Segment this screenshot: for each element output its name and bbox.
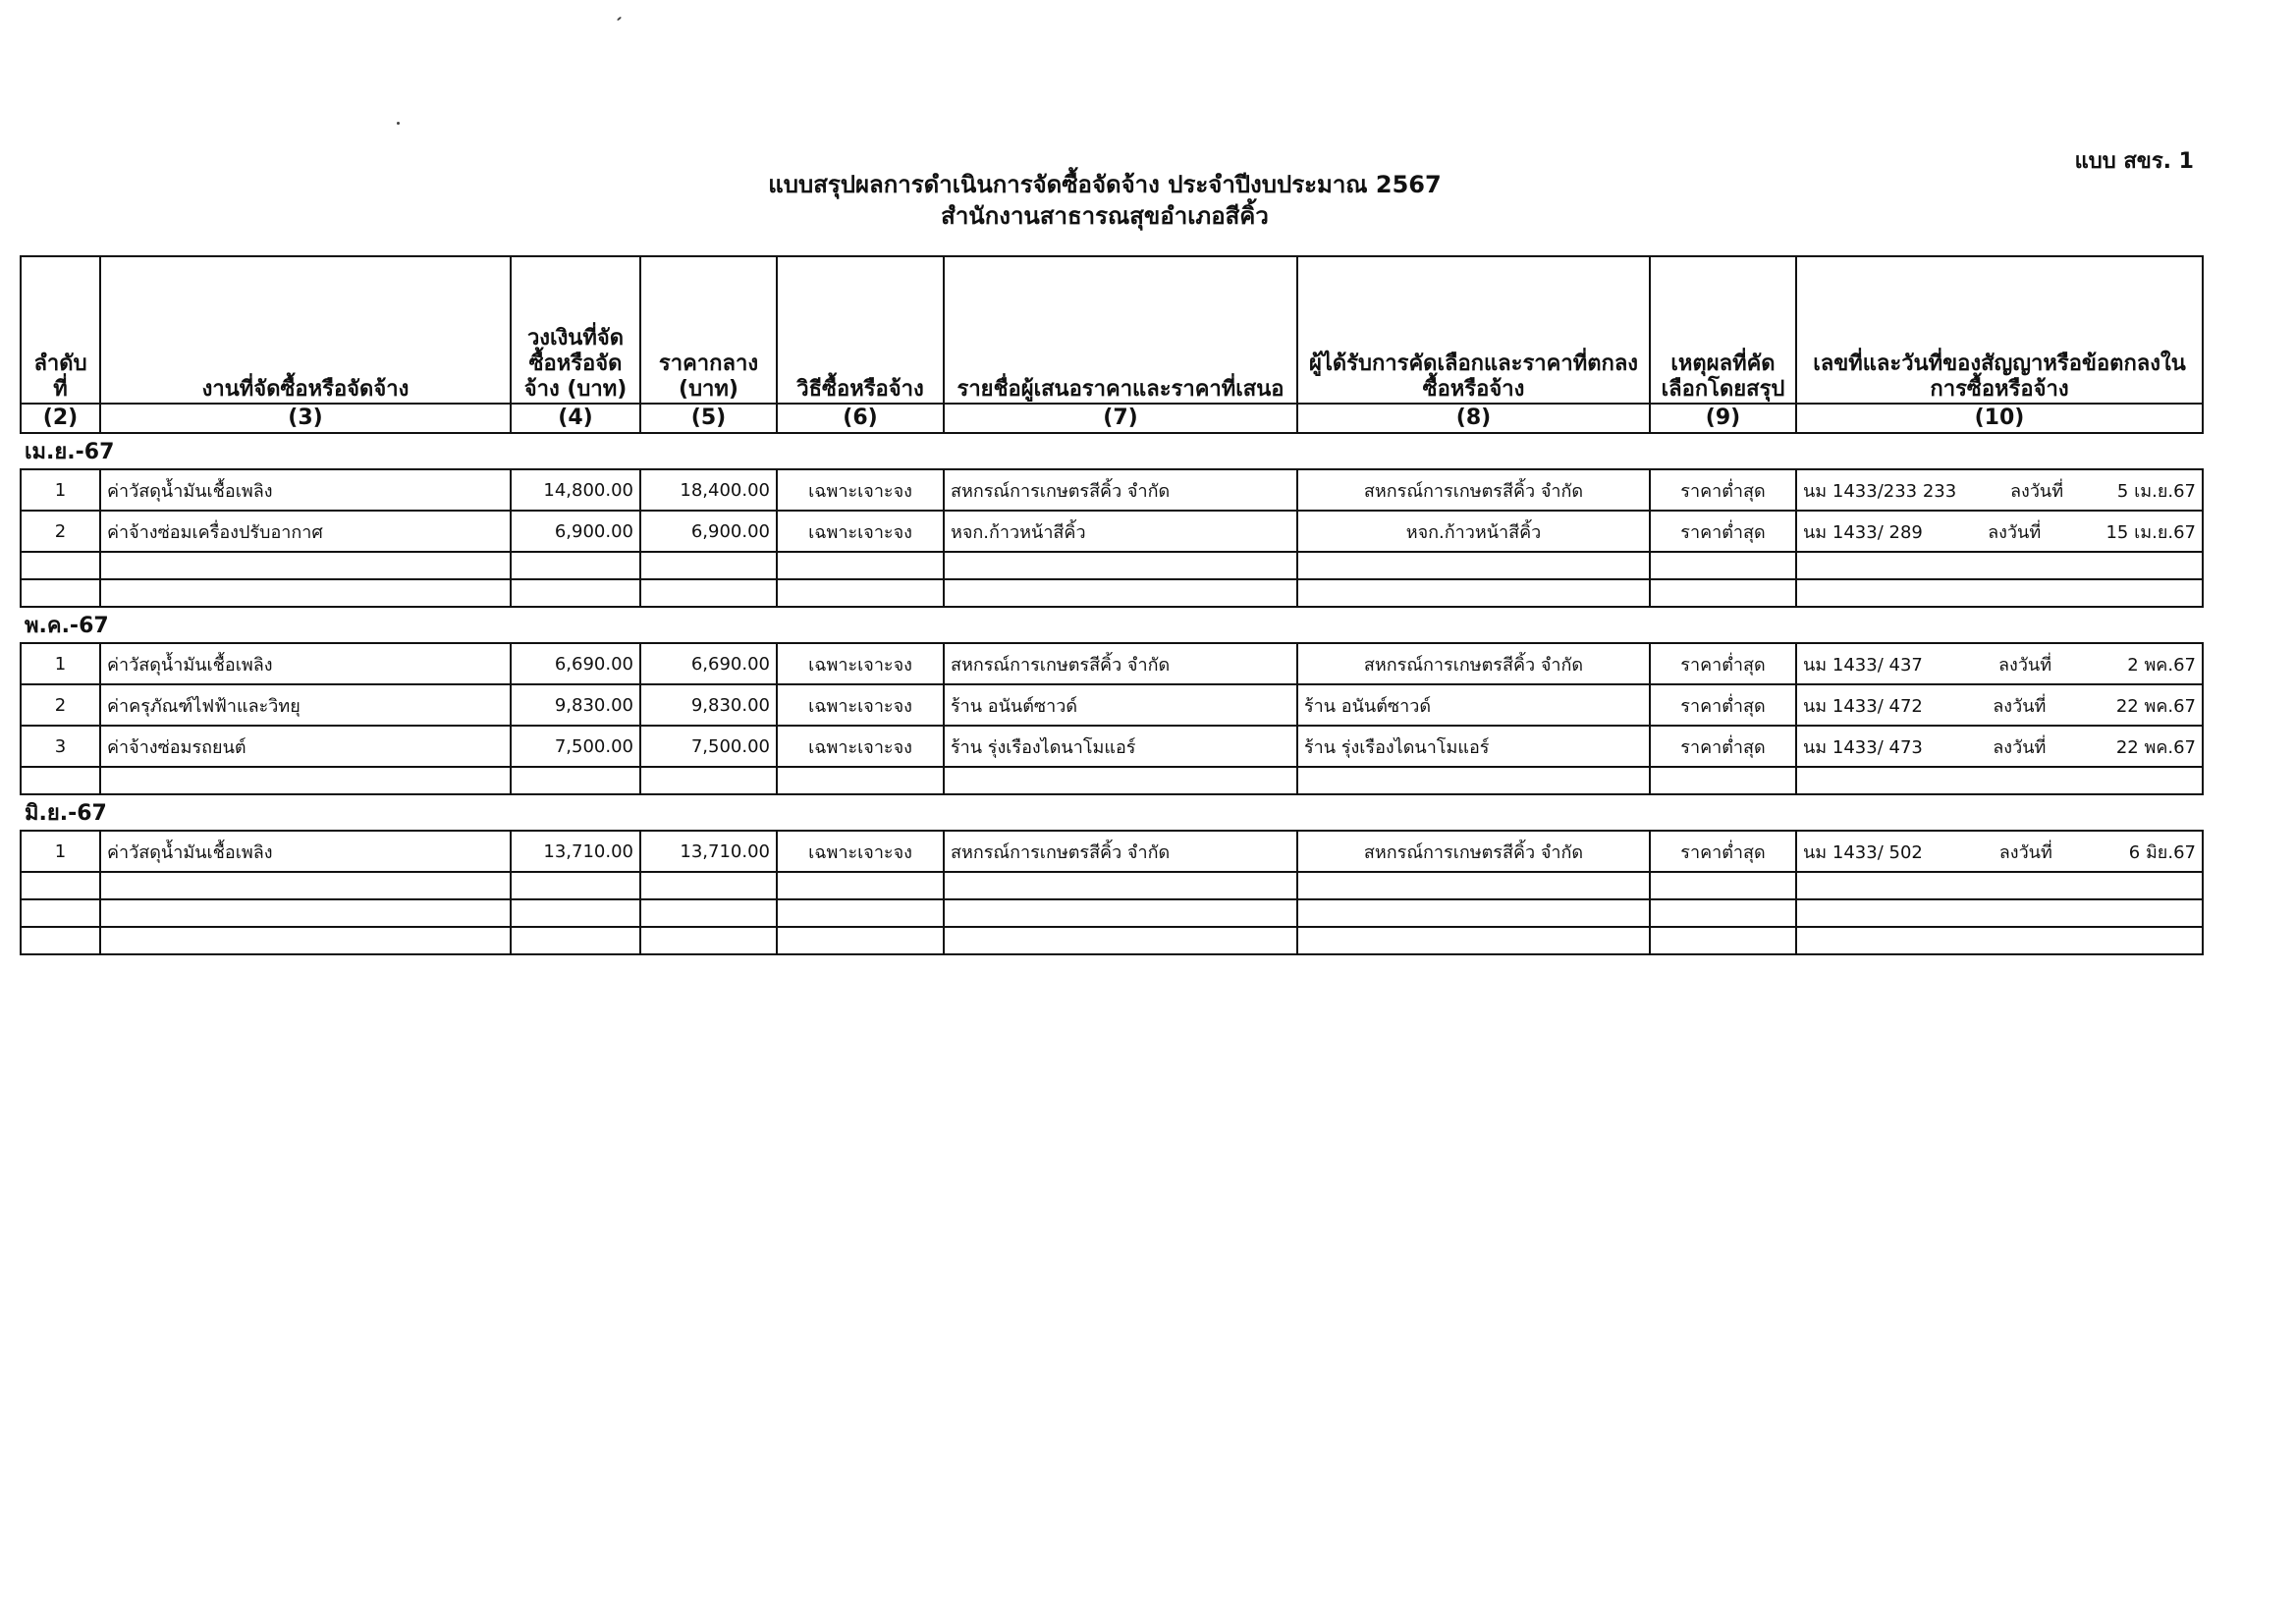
cell-contract [1796, 511, 2203, 552]
column-number: (2) [21, 404, 100, 433]
cell-reason: ราคาต่ำสุด [1650, 726, 1796, 767]
cell-winner: สหกรณ์การเกษตรสีคิ้ว จำกัด [1297, 643, 1650, 684]
contract-date: 6 มิย.67 [2128, 841, 2196, 863]
table-row [21, 469, 2203, 511]
month-section-row [21, 794, 2203, 831]
cell-median-price: 7,500.00 [640, 726, 777, 767]
cell-winner: หจก.ก้าวหน้าสีคิ้ว [1297, 511, 1650, 552]
table-row [21, 726, 2203, 767]
cell-budget: 6,900.00 [511, 511, 640, 552]
contract-no: นม 1433/ 502 [1803, 841, 1923, 863]
cell-no: 1 [21, 831, 100, 872]
contract-date: 2 พค.67 [2127, 654, 2196, 676]
cell-item: ค่าวัสดุน้ำมันเชื้อเพลิง [100, 831, 511, 872]
cell-contract [1796, 643, 2203, 684]
month-section-row [21, 607, 2203, 643]
cell-reason: ราคาต่ำสุด [1650, 469, 1796, 511]
cell-bidder: ร้าน อนันต์ซาวด์ [944, 684, 1297, 726]
cell-reason: ราคาต่ำสุด [1650, 643, 1796, 684]
cell-method: เฉพาะเจาะจง [777, 469, 944, 511]
table-row [21, 643, 2203, 684]
procurement-table [20, 255, 2204, 955]
cell-bidder: หจก.ก้าวหน้าสีคิ้ว [944, 511, 1297, 552]
cell-contract [1796, 831, 2203, 872]
header-median-price: ราคากลาง (บาท) [640, 256, 777, 404]
cell-item: ค่าจ้างซ่อมรถยนต์ [100, 726, 511, 767]
table-row [21, 511, 2203, 552]
cell-no: 1 [21, 643, 100, 684]
form-code: แบบ สขร. 1 [2074, 149, 2194, 174]
cell-bidder: สหกรณ์การเกษตรสีคิ้ว จำกัด [944, 643, 1297, 684]
column-number: (8) [1297, 404, 1650, 433]
cell-contract [1796, 726, 2203, 767]
empty-row [21, 927, 2203, 954]
cell-winner: สหกรณ์การเกษตรสีคิ้ว จำกัด [1297, 469, 1650, 511]
cell-item: ค่าวัสดุน้ำมันเชื้อเพลิง [100, 469, 511, 511]
column-number: (10) [1796, 404, 2203, 433]
cell-no: 1 [21, 469, 100, 511]
empty-row [21, 552, 2203, 579]
title-line-1: แบบสรุปผลการดำเนินการจัดซื้อจัดจ้าง ประจำปีงบประมาณ 2567 [768, 171, 1442, 198]
cell-bidder: ร้าน รุ่งเรืองไดนาโมแอร์ [944, 726, 1297, 767]
cell-reason: ราคาต่ำสุด [1650, 831, 1796, 872]
cell-bidder: สหกรณ์การเกษตรสีคิ้ว จำกัด [944, 831, 1297, 872]
cell-no: 2 [21, 511, 100, 552]
month-label: เม.ย.-67 [21, 433, 2203, 469]
header-winner: ผู้ได้รับการคัดเลือกและราคาที่ตกลงซื้อหรือจ้าง [1297, 256, 1650, 404]
month-label: มิ.ย.-67 [21, 794, 2203, 831]
cell-winner: สหกรณ์การเกษตรสีคิ้ว จำกัด [1297, 831, 1650, 872]
cell-median-price: 6,690.00 [640, 643, 777, 684]
cell-budget: 6,690.00 [511, 643, 640, 684]
header-item: งานที่จัดซื้อหรือจัดจ้าง [100, 256, 511, 404]
scan-mark [397, 122, 400, 125]
cell-bidder: สหกรณ์การเกษตรสีคิ้ว จำกัด [944, 469, 1297, 511]
empty-row [21, 579, 2203, 607]
table-row [21, 831, 2203, 872]
cell-item: ค่าจ้างซ่อมเครื่องปรับอากาศ [100, 511, 511, 552]
contract-date: 5 เม.ย.67 [2116, 480, 2196, 502]
cell-reason: ราคาต่ำสุด [1650, 684, 1796, 726]
header-reason: เหตุผลที่คัดเลือกโดยสรุป [1650, 256, 1796, 404]
empty-row [21, 872, 2203, 899]
cell-median-price: 6,900.00 [640, 511, 777, 552]
cell-method: เฉพาะเจาะจง [777, 831, 944, 872]
month-label: พ.ค.-67 [21, 607, 2203, 643]
cell-method: เฉพาะเจาะจง [777, 684, 944, 726]
cell-budget: 9,830.00 [511, 684, 640, 726]
date-label: ลงวันที่ [1988, 521, 2042, 543]
title-line-2: สำนักงานสาธารณสุขอำเภอสีคิ้ว [941, 202, 1269, 230]
cell-winner: ร้าน อนันต์ซาวด์ [1297, 684, 1650, 726]
cell-median-price: 9,830.00 [640, 684, 777, 726]
cell-median-price: 13,710.00 [640, 831, 777, 872]
cell-median-price: 18,400.00 [640, 469, 777, 511]
header-contract: เลขที่และวันที่ของสัญญาหรือข้อตกลงในการซื้อหรือจ้าง [1796, 256, 2203, 404]
column-number: (9) [1650, 404, 1796, 433]
scan-mark [617, 17, 622, 22]
contract-no: นม 1433/ 473 [1803, 736, 1923, 758]
cell-method: เฉพาะเจาะจง [777, 643, 944, 684]
date-label: ลงวันที่ [1998, 654, 2052, 676]
cell-method: เฉพาะเจาะจง [777, 726, 944, 767]
cell-method: เฉพาะเจาะจง [777, 511, 944, 552]
document-title [0, 169, 2210, 232]
empty-row [21, 899, 2203, 927]
contract-no: นม 1433/233 233 [1803, 480, 1957, 502]
column-number: (4) [511, 404, 640, 433]
contract-no: นม 1433/ 289 [1803, 521, 1923, 543]
cell-item: ค่าครุภัณฑ์ไฟฟ้าและวิทยุ [100, 684, 511, 726]
table-row [21, 684, 2203, 726]
column-number: (7) [944, 404, 1297, 433]
cell-no: 3 [21, 726, 100, 767]
header-seq: ลำดับที่ [21, 256, 100, 404]
empty-row [21, 767, 2203, 794]
header-method: วิธีซื้อหรือจ้าง [777, 256, 944, 404]
column-number: (3) [100, 404, 511, 433]
column-number-row [21, 404, 2203, 433]
date-label: ลงวันที่ [2010, 480, 2064, 502]
column-number: (6) [777, 404, 944, 433]
cell-contract [1796, 469, 2203, 511]
date-label: ลงวันที่ [1993, 736, 2047, 758]
cell-reason: ราคาต่ำสุด [1650, 511, 1796, 552]
contract-no: นม 1433/ 437 [1803, 654, 1923, 676]
cell-budget: 13,710.00 [511, 831, 640, 872]
cell-budget: 7,500.00 [511, 726, 640, 767]
cell-winner: ร้าน รุ่งเรืองไดนาโมแอร์ [1297, 726, 1650, 767]
cell-no: 2 [21, 684, 100, 726]
header-budget: วงเงินที่จัดซื้อหรือจัดจ้าง (บาท) [511, 256, 640, 404]
contract-date: 22 พค.67 [2115, 695, 2196, 717]
date-label: ลงวันที่ [1998, 841, 2052, 863]
date-label: ลงวันที่ [1993, 695, 2047, 717]
cell-budget: 14,800.00 [511, 469, 640, 511]
contract-date: 22 พค.67 [2115, 736, 2196, 758]
contract-date: 15 เม.ย.67 [2105, 521, 2196, 543]
contract-no: นม 1433/ 472 [1803, 695, 1923, 717]
header-bidders: รายชื่อผู้เสนอราคาและราคาที่เสนอ [944, 256, 1297, 404]
cell-item: ค่าวัสดุน้ำมันเชื้อเพลิง [100, 643, 511, 684]
month-section-row [21, 433, 2203, 469]
column-number: (5) [640, 404, 777, 433]
cell-contract [1796, 684, 2203, 726]
